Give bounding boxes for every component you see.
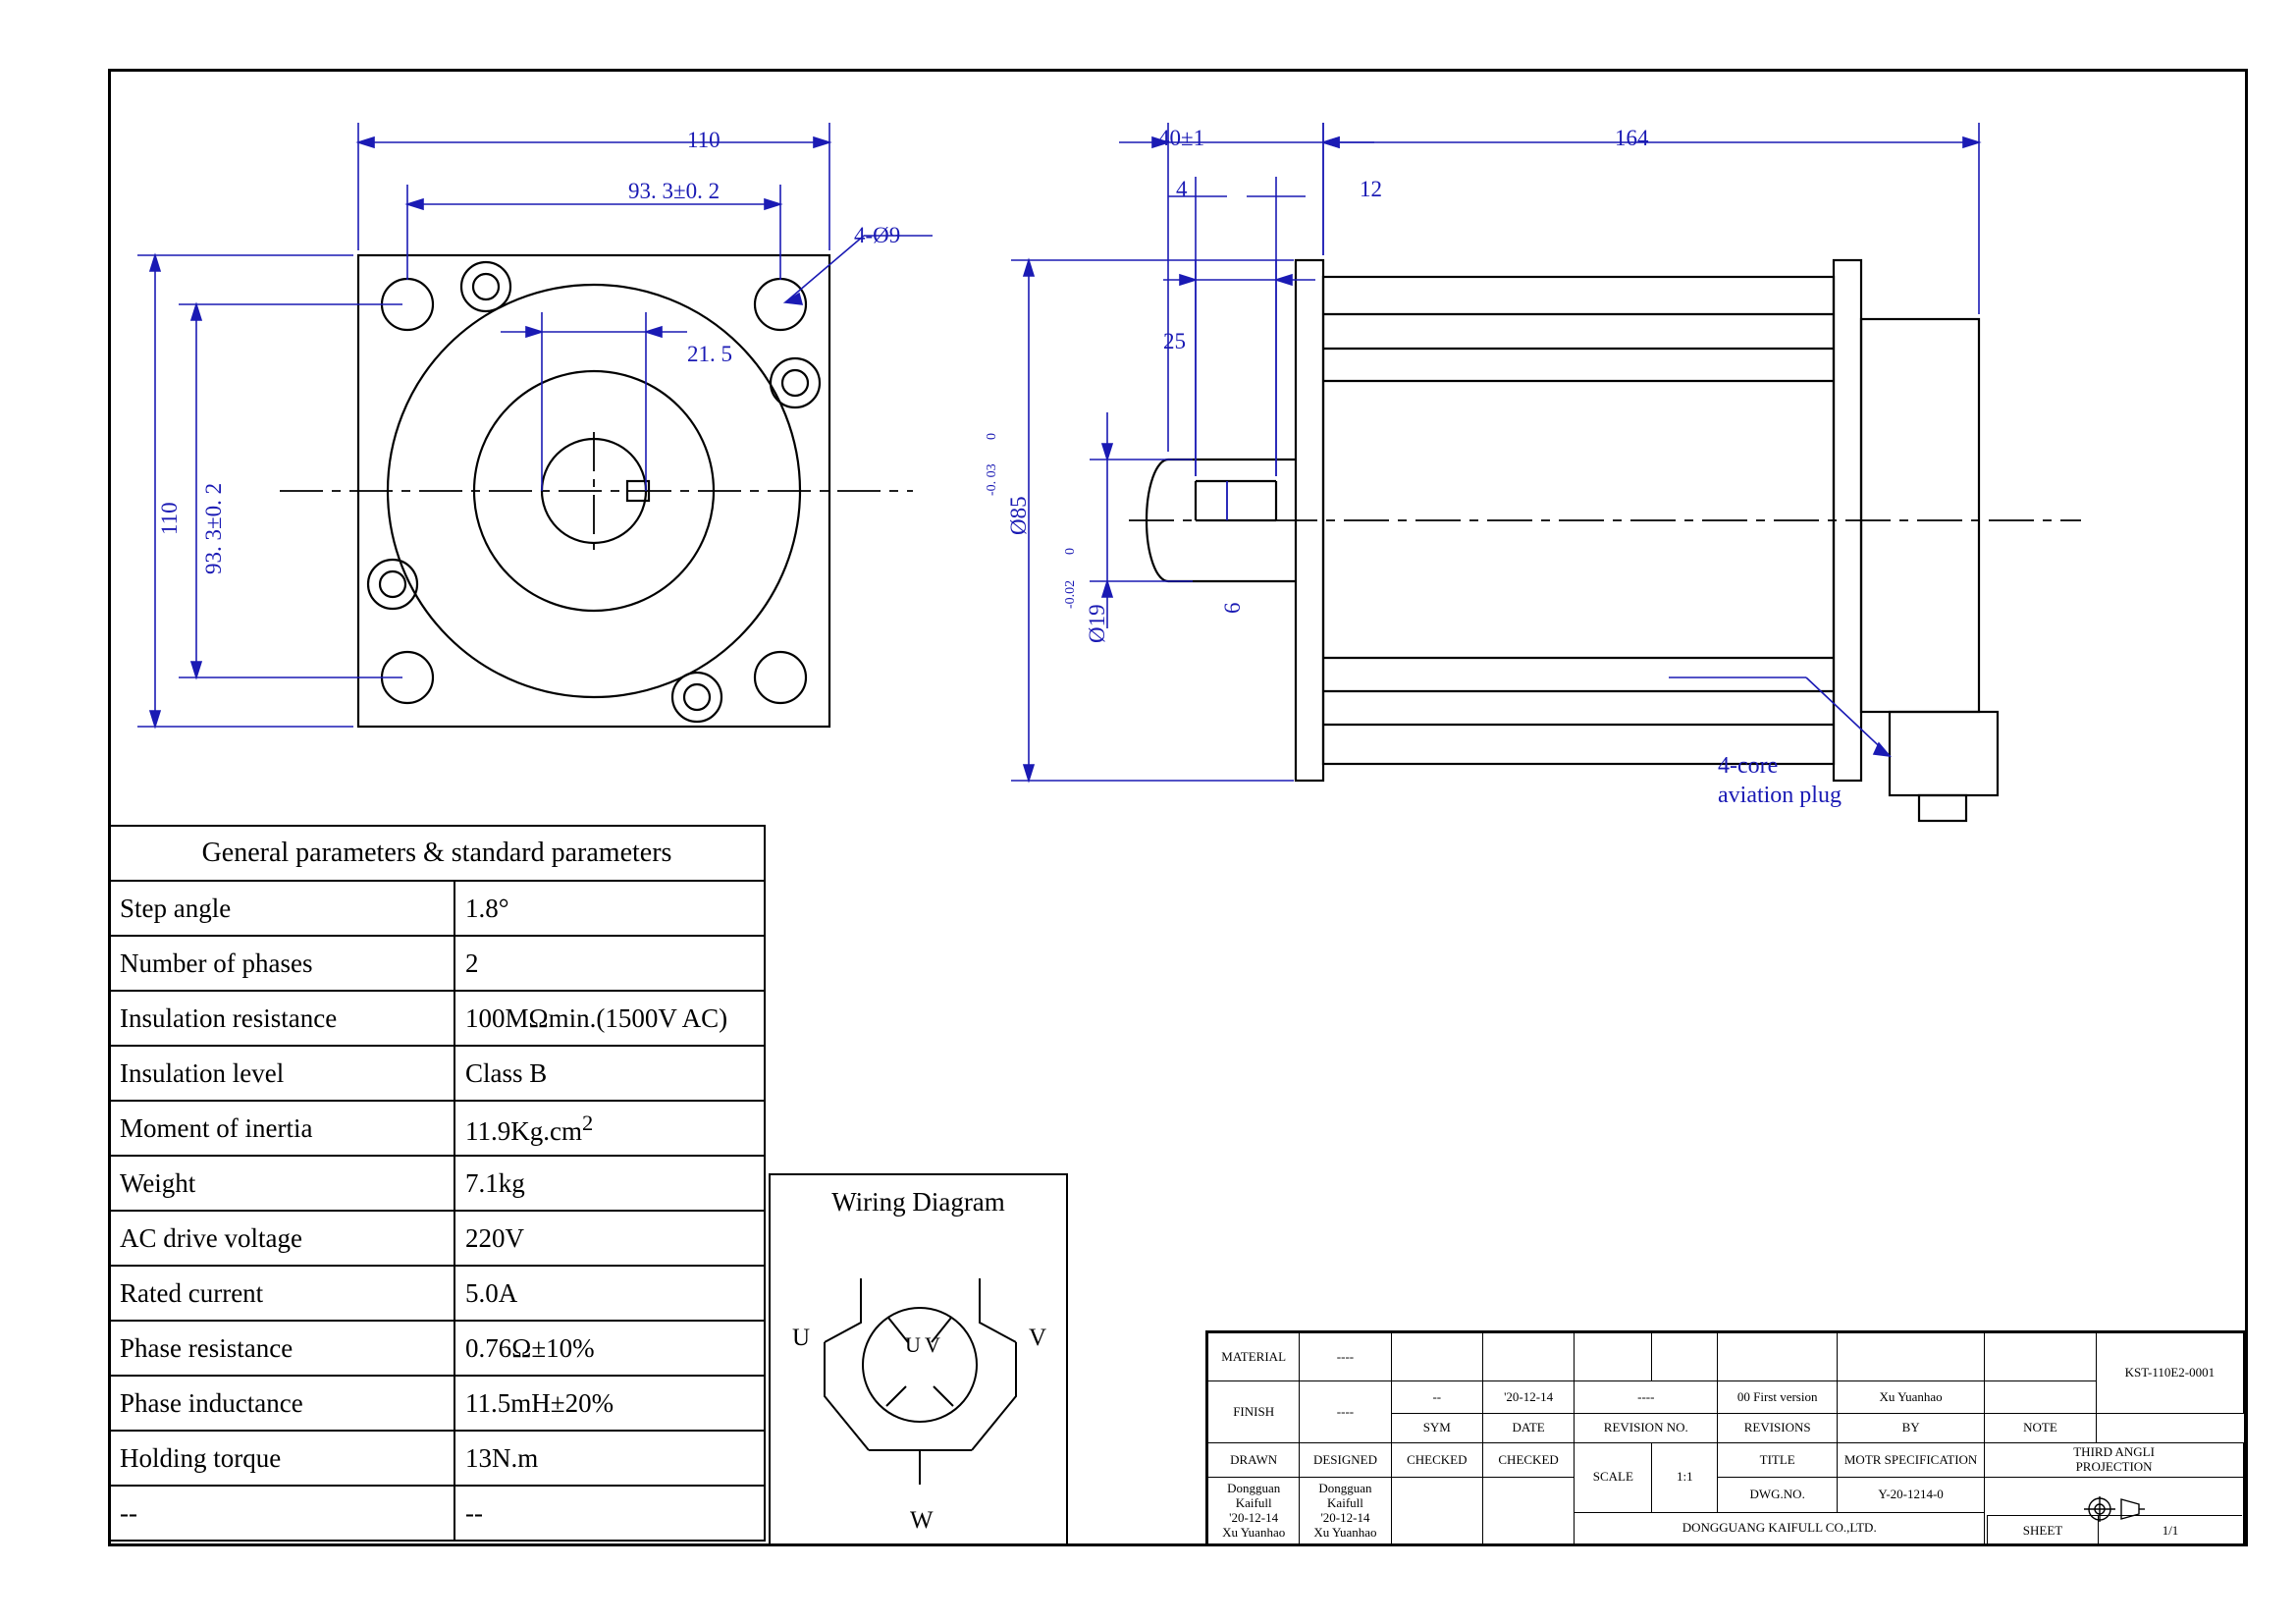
material-label: MATERIAL xyxy=(1208,1333,1300,1381)
param-value: 220V xyxy=(454,1211,765,1266)
table-row xyxy=(109,1266,765,1321)
parameters-title: General parameters & standard parameters xyxy=(109,826,765,881)
revision-symbol-value: -- xyxy=(1391,1381,1482,1413)
blank-cell xyxy=(1391,1333,1482,1381)
wiring-inner-label-v: V xyxy=(925,1332,940,1357)
param-value-sup: 2 xyxy=(581,1110,594,1135)
wiring-label-u: U xyxy=(792,1325,811,1351)
param-value xyxy=(454,1101,765,1156)
drawn-l2: Kaifull xyxy=(1235,1494,1272,1510)
col-header-sym: SYM xyxy=(1391,1413,1482,1442)
company-name: DONGGUANG KAIFULL CO.,LTD. xyxy=(1575,1512,1985,1543)
designed-label: DESIGNED xyxy=(1300,1442,1391,1477)
table-row xyxy=(109,1156,765,1211)
param-key: Weight xyxy=(109,1156,454,1211)
table-row xyxy=(109,881,765,936)
param-key: -- xyxy=(109,1486,454,1541)
checked-label-2: CHECKED xyxy=(1482,1442,1574,1477)
param-value: Class B xyxy=(454,1046,765,1101)
table-header-row xyxy=(109,826,765,881)
sheet-row xyxy=(1987,1515,2242,1544)
blank-cell xyxy=(1652,1333,1718,1381)
scale-label: SCALE xyxy=(1575,1442,1652,1512)
drawn-value xyxy=(1208,1478,1300,1544)
dwgno-value: Y-20-1214-0 xyxy=(1838,1478,1985,1512)
dim-bolt-circle-width: 93. 3±0. 2 xyxy=(628,179,721,203)
blank-cell xyxy=(1575,1333,1652,1381)
param-value: 7.1kg xyxy=(454,1156,765,1211)
dim-flange-tol-upper: 0 xyxy=(985,433,999,440)
drawing-number-top: KST-110E2-0001 xyxy=(2096,1333,2243,1414)
checked-label-1: CHECKED xyxy=(1391,1442,1482,1477)
title-value: MOTR SPECIFICATION xyxy=(1838,1442,1985,1477)
designed-l3: '20-12-14 xyxy=(1320,1509,1370,1525)
table-row xyxy=(109,936,765,991)
dim-bolt-circle-height: 93. 3±0. 2 xyxy=(201,482,226,574)
col-header-note: NOTE xyxy=(1985,1413,2097,1442)
aviation-plug-callout xyxy=(1718,751,1842,810)
param-value-text: 11.9Kg.cm xyxy=(465,1115,582,1146)
param-key: Number of phases xyxy=(109,936,454,991)
blank-cell xyxy=(1985,1333,2097,1381)
param-key: AC drive voltage xyxy=(109,1211,454,1266)
projection-label-line1: THIRD ANGLI xyxy=(2073,1444,2155,1460)
wiring-diagram-title: Wiring Diagram xyxy=(831,1187,1005,1217)
designed-l2: Kaifull xyxy=(1327,1494,1363,1510)
sheet-label: SHEET xyxy=(1987,1516,2098,1544)
param-key: Step angle xyxy=(109,881,454,936)
col-header-by: BY xyxy=(1838,1413,1985,1442)
table-row xyxy=(109,1321,765,1376)
wiring-label-w: W xyxy=(910,1507,934,1534)
col-header-revisions: REVISIONS xyxy=(1718,1413,1838,1442)
dim-outer-width: 110 xyxy=(687,128,721,152)
dim-hole-callout: 4-Ø9 xyxy=(854,223,901,247)
param-value: 11.5mH±20% xyxy=(454,1376,765,1431)
table-row xyxy=(109,1046,765,1101)
checked-value-1 xyxy=(1391,1478,1482,1544)
designed-value xyxy=(1300,1478,1391,1544)
projection-label xyxy=(1985,1442,2244,1477)
col-header-revno: REVISION NO. xyxy=(1575,1413,1718,1442)
param-value: -- xyxy=(454,1486,765,1541)
wiring-diagram-graphic xyxy=(771,1249,1070,1543)
param-key: Phase resistance xyxy=(109,1321,454,1376)
scale-value: 1:1 xyxy=(1652,1442,1718,1512)
checked-value-2 xyxy=(1482,1478,1574,1544)
drawn-l3: '20-12-14 xyxy=(1229,1509,1279,1525)
wiring-diagram xyxy=(769,1173,1068,1546)
revision-date-value: '20-12-14 xyxy=(1482,1381,1574,1413)
blank-cell xyxy=(1838,1333,1985,1381)
dim-body-length: 164 xyxy=(1615,126,1649,150)
dim-shaft-step-2: 12 xyxy=(1360,177,1382,201)
aviation-plug-callout-line2: aviation plug xyxy=(1718,783,1842,808)
side-view-geometry xyxy=(982,69,2209,854)
revision-desc-value: 00 First version xyxy=(1718,1381,1838,1413)
title-label: TITLE xyxy=(1718,1442,1838,1477)
blank-cell xyxy=(1985,1381,2097,1413)
param-key: Phase inductance xyxy=(109,1376,454,1431)
dim-outer-height: 110 xyxy=(157,502,182,535)
param-key: Rated current xyxy=(109,1266,454,1321)
blank-cell xyxy=(1482,1333,1574,1381)
projection-label-line2: PROJECTION xyxy=(2075,1459,2153,1475)
param-key: Moment of inertia xyxy=(109,1101,454,1156)
title-block xyxy=(1205,1330,2246,1546)
param-key: Holding torque xyxy=(109,1431,454,1486)
dim-flat-length: 25 xyxy=(1163,329,1186,353)
dim-shaft-length: 40±1 xyxy=(1158,126,1205,150)
drawn-l1: Dongguan xyxy=(1227,1480,1281,1495)
col-header-date: DATE xyxy=(1482,1413,1574,1442)
dim-pilot-diameter: 21. 5 xyxy=(687,342,732,366)
table-row xyxy=(109,1486,765,1541)
table-row xyxy=(109,1101,765,1156)
param-value: 13N.m xyxy=(454,1431,765,1486)
table-row xyxy=(109,1376,765,1431)
param-key: Insulation level xyxy=(109,1046,454,1101)
param-value: 1.8° xyxy=(454,881,765,936)
front-view-geometry xyxy=(108,69,1090,854)
designed-l1: Dongguan xyxy=(1318,1480,1372,1495)
drawn-l4: Xu Yuanhao xyxy=(1222,1524,1286,1540)
table-row xyxy=(109,991,765,1046)
table-row xyxy=(109,1431,765,1486)
revision-by-value: Xu Yuanhao xyxy=(1838,1381,1985,1413)
wiring-label-v: V xyxy=(1029,1325,1047,1351)
dim-flange-tol-lower: -0. 03 xyxy=(985,463,999,496)
param-value: 2 xyxy=(454,936,765,991)
drawn-label: DRAWN xyxy=(1208,1442,1300,1477)
dim-flange-diameter: Ø85 xyxy=(1006,496,1031,535)
dim-shaft-step-1: 4 xyxy=(1176,177,1188,201)
aviation-plug-callout-line1: 4-core xyxy=(1718,753,1779,779)
dwgno-label: DWG.NO. xyxy=(1718,1478,1838,1512)
designed-l4: Xu Yuanhao xyxy=(1313,1524,1377,1540)
material-value: ---- xyxy=(1300,1333,1391,1381)
dim-shaft-tol-upper: 0 xyxy=(1063,548,1078,555)
blank-cell xyxy=(1718,1333,1838,1381)
wiring-inner-label-u: U xyxy=(905,1332,921,1357)
param-value: 5.0A xyxy=(454,1266,765,1321)
sheet-value: 1/1 xyxy=(2098,1516,2242,1544)
dim-shaft-diameter: Ø19 xyxy=(1085,604,1109,643)
dim-flat-depth: 6 xyxy=(1220,602,1245,614)
revision-no-value: ---- xyxy=(1575,1381,1718,1413)
finish-value: ---- xyxy=(1300,1381,1391,1442)
dim-shaft-tol-lower: -0.02 xyxy=(1063,579,1078,609)
table-row xyxy=(109,1211,765,1266)
param-value: 0.76Ω±10% xyxy=(454,1321,765,1376)
param-value: 100MΩmin.(1500V AC) xyxy=(454,991,765,1046)
param-key: Insulation resistance xyxy=(109,991,454,1046)
finish-label: FINISH xyxy=(1208,1381,1300,1442)
parameters-table xyxy=(108,825,766,1542)
